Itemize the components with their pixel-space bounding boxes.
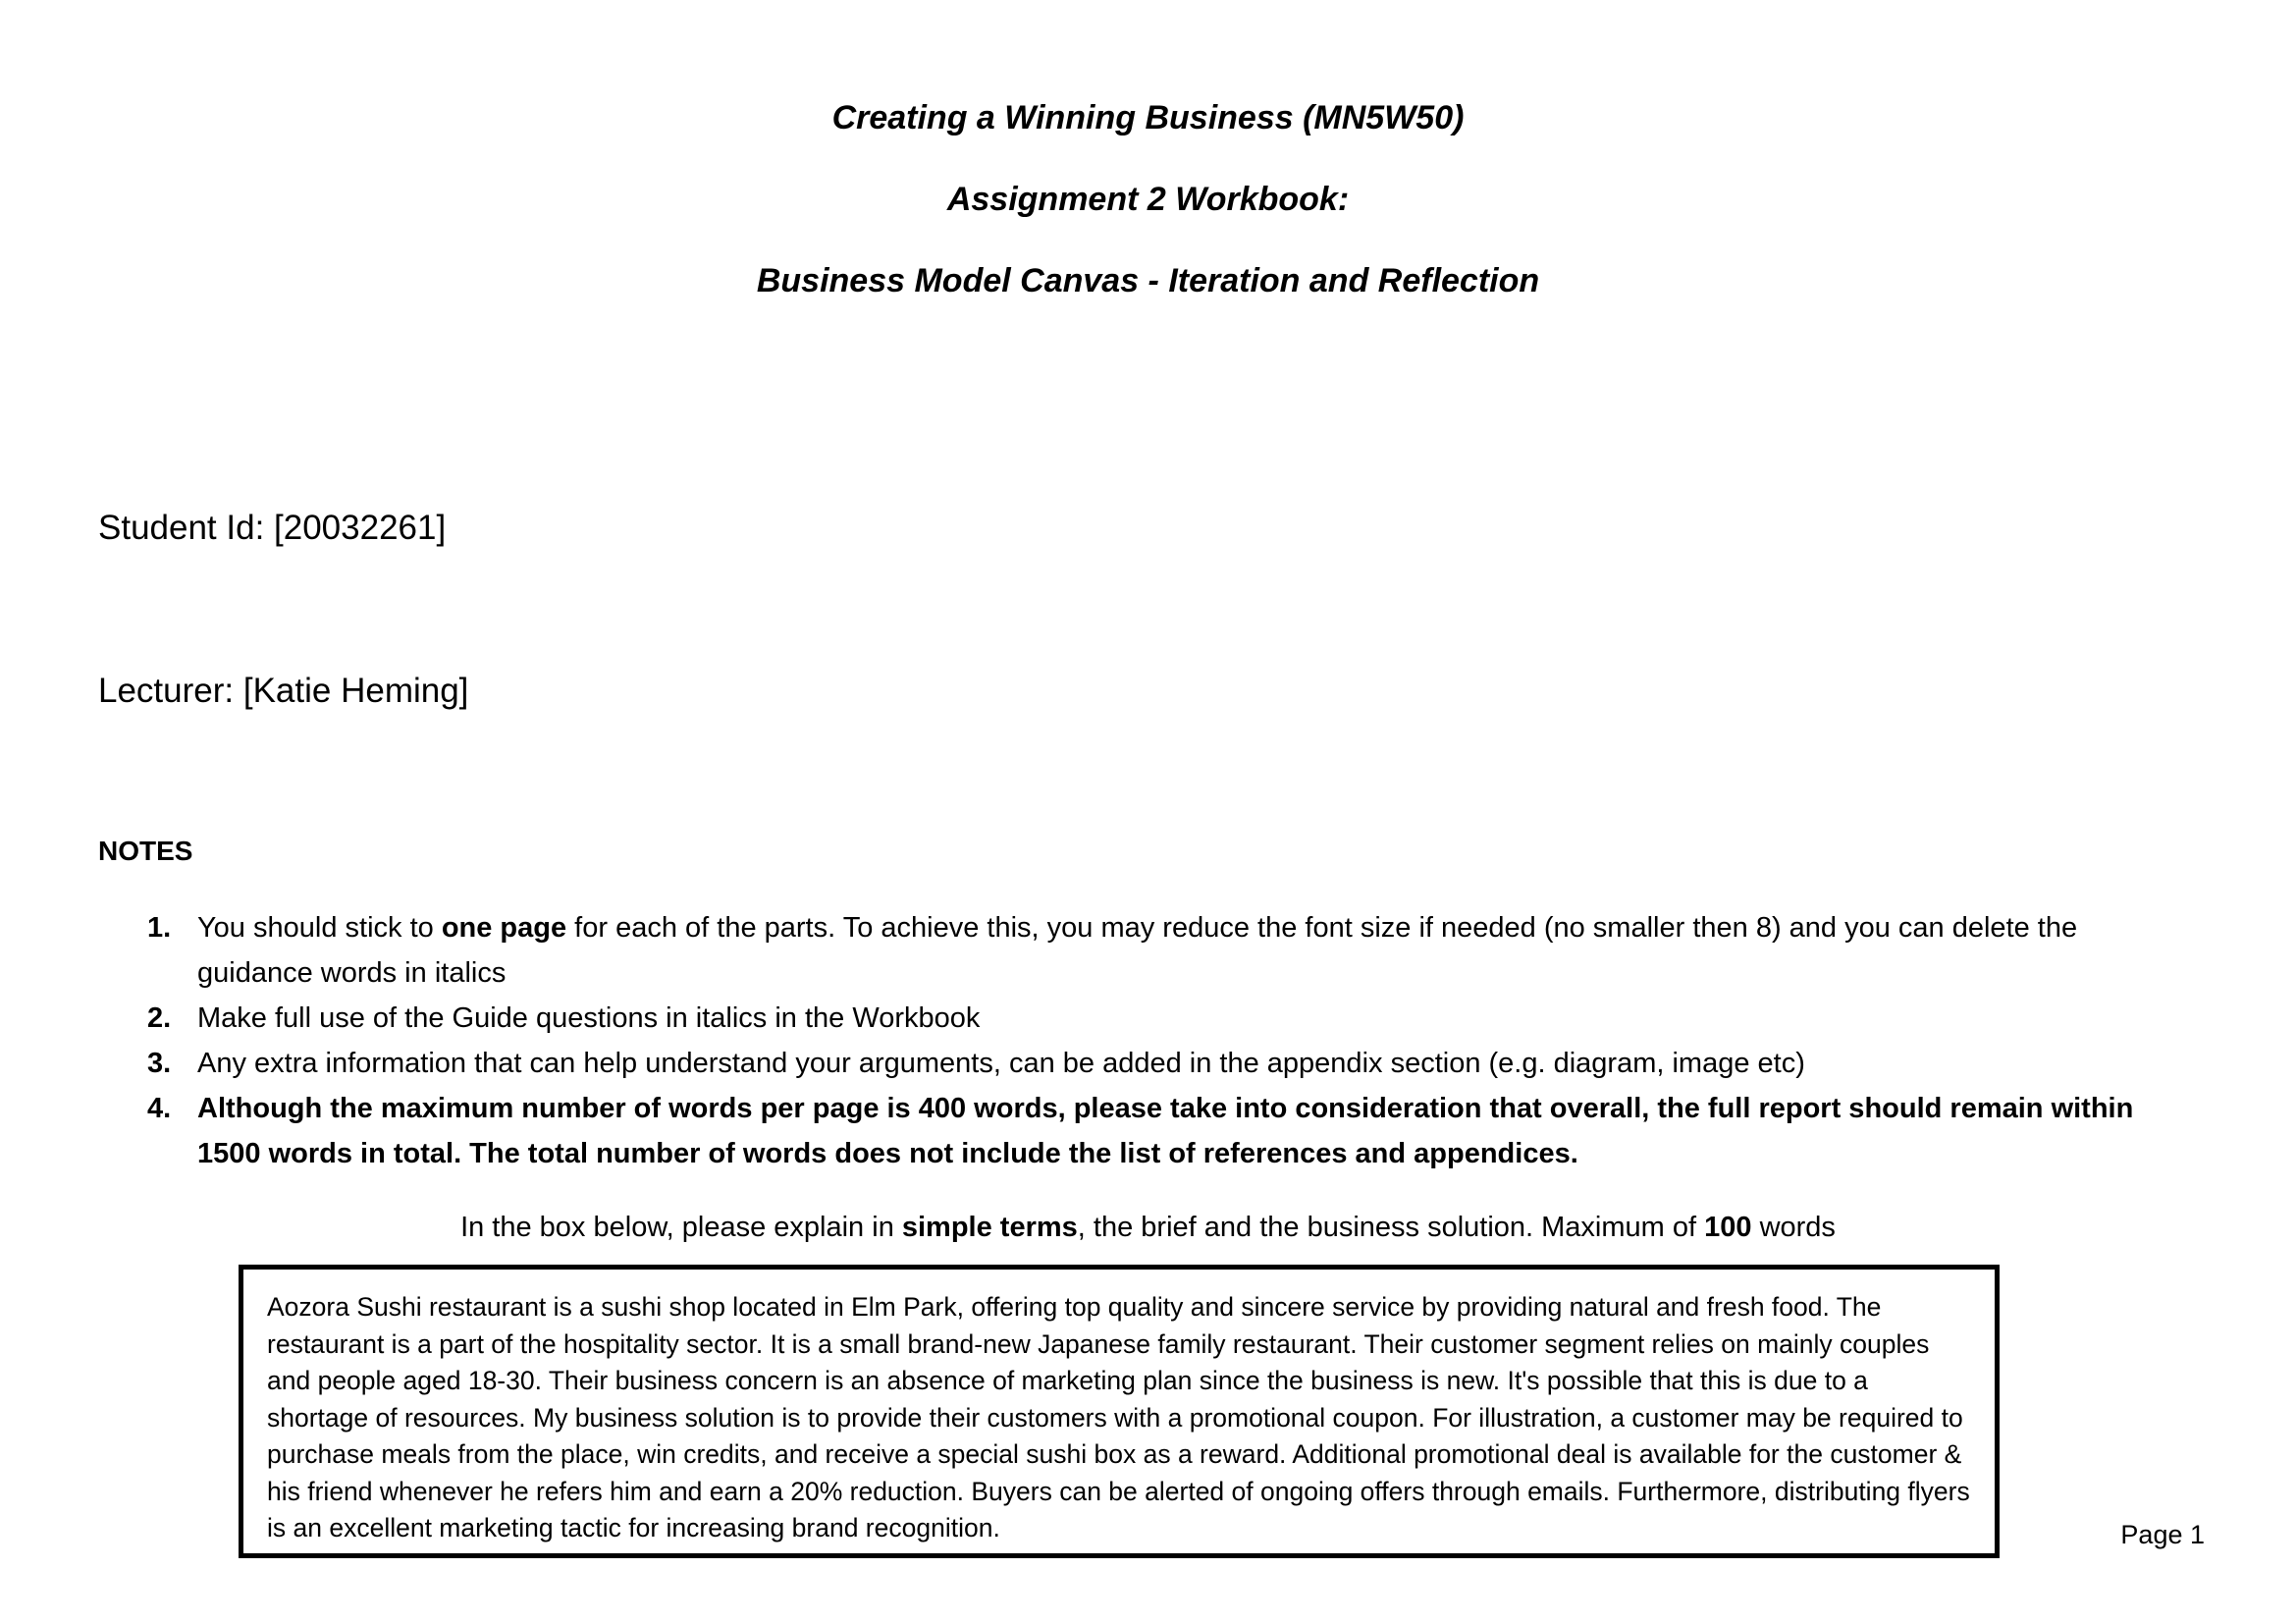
notes-list [147,905,2199,1176]
note-item [147,905,2199,996]
note-item [147,1041,2199,1086]
note-item [147,996,2199,1041]
document-title-block [0,98,2296,343]
note-text-continued: for each of the parts. To achieve this, you may reduce the font size if needed (no smaller then 8) and you can delete the guidance words in italics [197,912,2078,989]
notes-heading: NOTES [98,836,193,866]
course-title: Creating a Winning Business (MN5W50) [831,99,1465,136]
note-number: 1. [147,912,172,944]
student-id-value: [20032261] [274,509,447,547]
prompt-emphasis-terms: simple terms [901,1212,1078,1243]
note-emphasis: one page [441,912,567,944]
workbook-subtitle: Business Model Canvas - Iteration and Reflection [756,262,1540,299]
prompt-emphasis-limit: 100 [1704,1212,1752,1243]
lecturer-value: [Katie Heming] [242,672,469,710]
workbook-title: Assignment 2 Workbook: [946,181,1350,218]
prompt-text-end: words [1751,1212,1836,1243]
note-item [147,1086,2199,1176]
note-number: 3. [147,1048,172,1079]
prompt-text-mid: , the brief and the business solution. Maximum of [1077,1212,1705,1243]
answer-box[interactable] [239,1265,2000,1558]
student-id-label: Student Id: [98,509,265,547]
note-text: You should stick to [197,912,442,944]
answer-text: Aozora Sushi restaurant is a sushi shop located in Elm Park, offering top quality and sincere service by providing natural and fresh food. The restaurant is a part of the hospitality sector. It is a small brand-new Japanese family restaurant. Their customer segment relies on mainly couples and people aged 18-30. Their business concern is an absence of marketing plan since the business is new. It's possible that this is due to a shortage of resources. My business solution is to provide their customers with a promotional coupon. For illustration, a customer may be required to purchase meals from the place, win credits, and receive a special sushi box as a reward. Additional promotional deal is available for the customer & his friend whenever he refers him and earn a 20% reduction. Buyers can be alerted of ongoing offers through emails. Furthermore, distributing flyers is an excellent marketing tactic for increasing brand recognition. [267,1292,1970,1542]
answer-prompt [0,1208,2296,1247]
lecturer-line [98,672,468,711]
note-text: Make full use of the Guide questions in italics in the Workbook [197,1002,981,1034]
note-text: Any extra information that can help understand your arguments, can be added in the appendix section (e.g. diagram, image etc) [197,1048,1805,1079]
prompt-text: In the box below, please explain in [460,1212,902,1243]
lecturer-label: Lecturer: [98,672,235,710]
page-number: Page 1 [2120,1520,2205,1549]
student-id-line [98,509,446,548]
note-number: 2. [147,1002,172,1034]
note-number: 4. [147,1093,172,1124]
note-text: Although the maximum number of words per page is 400 words, please take into consideration that overall, the full report should remain within 1500 words in total. The total number of words does not include the list of references and appendices. [197,1093,2134,1169]
